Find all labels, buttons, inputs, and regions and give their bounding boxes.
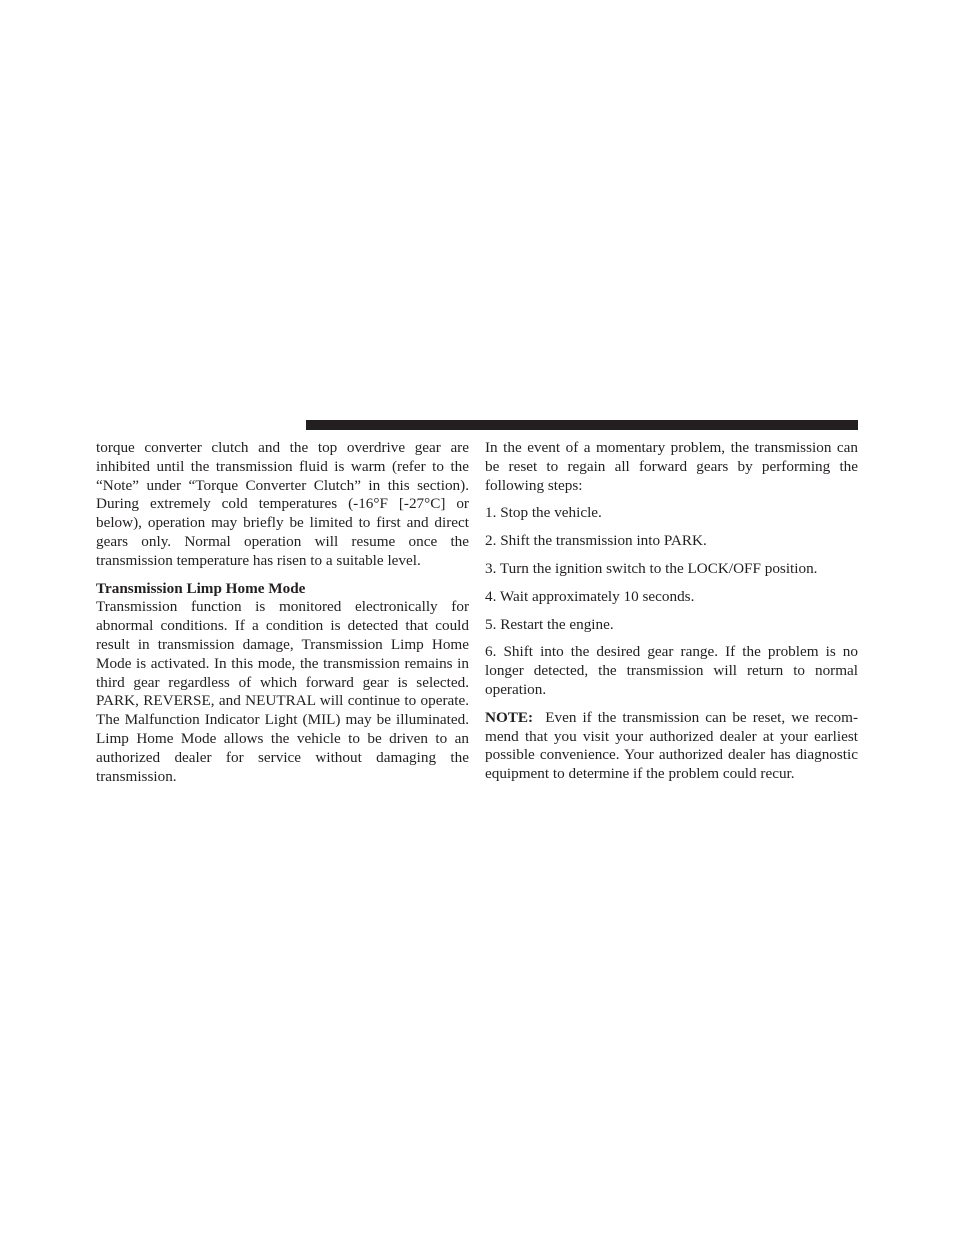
- step-item: 6. Shift into the desired gear range. If the problem is no longer detected, the transmission will return to normal operation.: [485, 643, 858, 698]
- note-label: NOTE:: [485, 708, 534, 726]
- right-intro-paragraph: In the event of a momentary problem, the transmission can be reset to regain all forward gears by performing the following steps:: [485, 439, 858, 494]
- note-paragraph: [485, 709, 858, 784]
- step-item: 4. Wait approximately 10 seconds.: [485, 587, 695, 605]
- step-item: 1. Stop the vehicle.: [485, 504, 602, 522]
- section-heading: Transmission Limp Home Mode: [96, 579, 306, 597]
- note-text: Even if the transmission can be reset, we recommend that you visit your authorized dealer at your earliest possible convenience. Your authorized dealer has diagnostic equipment to determine if the problem could recur.: [485, 708, 858, 783]
- right-column: [485, 439, 858, 784]
- step-item: 2. Shift the transmission into PARK.: [485, 532, 707, 550]
- step-item: 5. Restart the engine.: [485, 615, 614, 633]
- left-paragraph-1: torque converter clutch and the top overdrive gear are inhibited until the transmission fluid is warm (refer to the “Note” under “Torque Converter Clutch” in this section). During extremely cold temperatures (-16°F [-27°C] or below), operation may briefly be limited to first and direct gears only. Normal operation will resume once the transmission temperature has risen to a suitable level.: [96, 439, 469, 569]
- step-item: 3. Turn the ignition switch to the LOCK/OFF position.: [485, 559, 818, 577]
- left-column: [96, 439, 469, 786]
- left-paragraph-2: Transmission function is monitored electronically for abnormal conditions. If a condition is detected that could result in transmission damage, Transmission Limp Home Mode is activated. In this mode, the transmission remains in third gear regardless of which forward gear is selected. PARK, REVERSE, and NEUTRAL will continue to operate. The Malfunction Indicator Light (MIL) may be illuminated. Limp Home Mode allows the vehicle to be driven to an authorized dealer for service without damaging the transmission.: [96, 598, 469, 785]
- section-header-rule: [306, 420, 858, 430]
